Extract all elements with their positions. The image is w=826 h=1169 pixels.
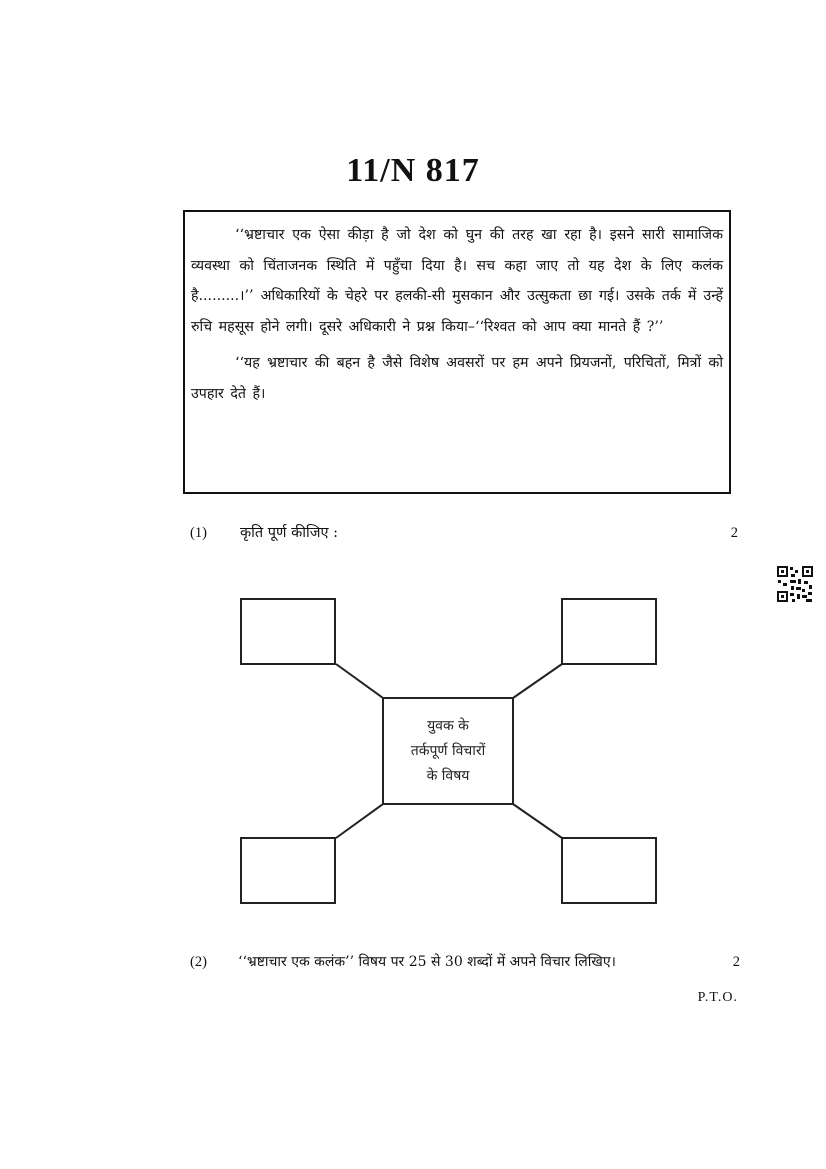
- center-box-label: [383, 698, 513, 804]
- question-number: (2): [190, 954, 207, 970]
- passage-paragraph-1: ‘‘भ्रष्टाचार एक ऐसा कीड़ा है जो देश को घुन की तरह खा रहा है। इसने सारी सामाजिक व्यवस्था को चिंताजनक स्थिति में पहुँचा दिया है। सच कहा जाए तो यह देश के लिए कलंक है.........।’’ अधिकारियों के चेहरे पर हलकी-सी मुसकान और उत्सुकता छा गई। उसके तर्क में उन्हें रुचि महसूस होने लगी। दूसरे अधिकारी ने प्रश्न किया–‘‘रिश्वत को आप क्या मानते हैं ?’’: [191, 227, 723, 335]
- question-text: ‘‘भ्रष्टाचार एक कलंक’’ विषय पर 25 से 30 शब्दों में अपने विचार लिखिए।: [238, 954, 616, 970]
- connector-bottom-left: [336, 804, 383, 838]
- connector-top-right: [513, 664, 562, 698]
- connector-top-left: [336, 664, 383, 698]
- question-marks: 2: [732, 954, 740, 970]
- question-text: कृति पूर्ण कीजिए :: [240, 525, 339, 541]
- center-label-line-2: तर्कपूर्ण विचारों: [410, 742, 486, 759]
- connector-bottom-right: [513, 804, 562, 838]
- center-label-line-3: के विषय: [426, 767, 470, 784]
- passage-paragraph-2: ‘‘यह भ्रष्टाचार की बहन है जैसे विशेष अवसरों पर हम अपने प्रियजनों, परिचितों, मित्रों को उपहार देते हैं।: [191, 355, 723, 402]
- answer-box-top-left: [241, 599, 335, 664]
- center-label-line-1: युवक के: [427, 717, 469, 734]
- question-marks: 2: [730, 525, 738, 541]
- question-number: (1): [190, 525, 207, 541]
- answer-box-bottom-left: [241, 838, 335, 903]
- answer-box-bottom-right: [562, 838, 656, 903]
- answer-box-top-right: [562, 599, 656, 664]
- pto-label: P.T.O.: [697, 990, 738, 1005]
- paper-code: 11/N 817: [346, 152, 480, 189]
